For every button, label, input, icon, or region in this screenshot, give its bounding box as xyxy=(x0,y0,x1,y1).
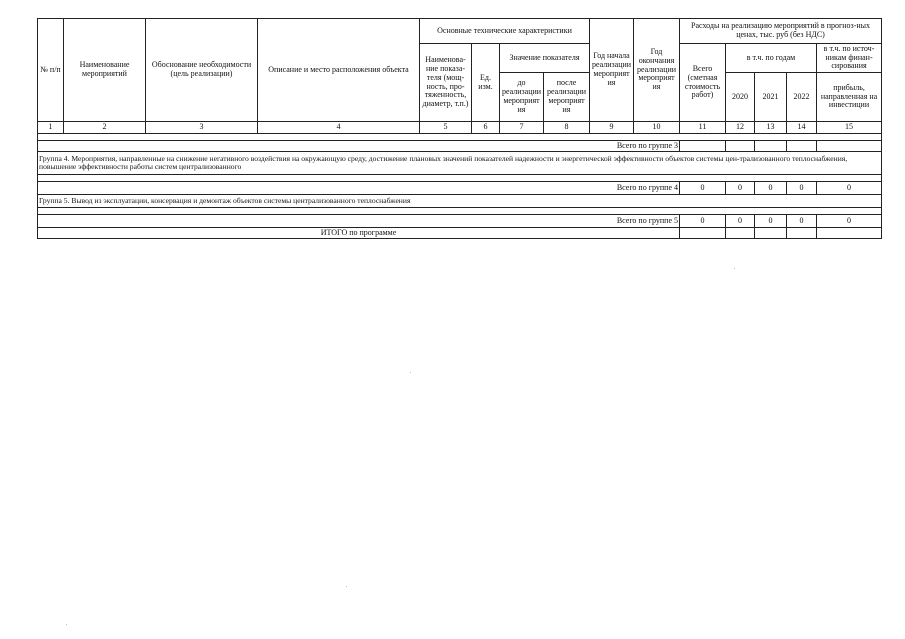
column-number-row xyxy=(38,122,882,134)
total-group4-value-total: 0 xyxy=(680,182,726,195)
total-cell xyxy=(755,141,787,152)
header-value-before: до реализации мероприят ия xyxy=(500,73,544,122)
group5-title-row xyxy=(38,195,882,208)
header-col-name: Наименование мероприятий xyxy=(64,19,146,122)
header-cost-group: Расходы на реализацию мероприятий в прогноз-ных ценах, тыс. руб (без НДС) xyxy=(680,19,882,44)
header-year-2020: 2020 xyxy=(726,73,755,122)
total-group3-label: Всего по группе 3 xyxy=(38,141,680,152)
header-year-2021: 2021 xyxy=(755,73,787,122)
column-number: 9 xyxy=(590,122,634,134)
total-cell xyxy=(726,141,755,152)
header-tech-unit: Ед. изм. xyxy=(472,44,500,122)
header-source-profit: прибыль, направленная на инвестиции xyxy=(817,73,882,122)
investment-program-table xyxy=(37,18,882,239)
total-cell xyxy=(787,141,817,152)
column-number: 13 xyxy=(755,122,787,134)
scan-speck xyxy=(410,372,411,373)
total-group5-value-profit: 0 xyxy=(817,215,882,228)
grand-total-cell xyxy=(817,228,882,239)
column-number: 10 xyxy=(634,122,680,134)
header-tech-group: Основные технические характеристики xyxy=(420,19,590,44)
blank-row xyxy=(38,175,882,182)
total-group3-row xyxy=(38,141,882,152)
total-cell xyxy=(680,141,726,152)
blank-cell xyxy=(38,134,882,141)
column-number: 7 xyxy=(500,122,544,134)
column-number: 2 xyxy=(64,122,146,134)
header-col-justification: Обоснование необходимости (цель реализации) xyxy=(146,19,258,122)
column-number: 8 xyxy=(544,122,590,134)
header-col-description: Описание и место расположения объекта xyxy=(258,19,420,122)
group4-title-row xyxy=(38,152,882,175)
total-group4-value-2022: 0 xyxy=(787,182,817,195)
scan-speck xyxy=(66,624,67,625)
column-number: 5 xyxy=(420,122,472,134)
total-group5-label: Всего по группе 5 xyxy=(38,215,680,228)
total-group5-row xyxy=(38,215,882,228)
total-group5-value-2020: 0 xyxy=(726,215,755,228)
header-source-group: в т.ч. по источ-никам финан-сирования xyxy=(817,44,882,73)
header-cost-total: Всего (сметная стоимость работ) xyxy=(680,44,726,122)
blank-row xyxy=(38,208,882,215)
header-year-2022: 2022 xyxy=(787,73,817,122)
column-number: 6 xyxy=(472,122,500,134)
header-row-1 xyxy=(38,19,882,44)
total-group4-value-2020: 0 xyxy=(726,182,755,195)
column-number: 15 xyxy=(817,122,882,134)
column-number: 12 xyxy=(726,122,755,134)
total-group4-label: Всего по группе 4 xyxy=(38,182,680,195)
total-cell xyxy=(817,141,882,152)
grand-total-cell xyxy=(726,228,755,239)
header-col-number: № п/п xyxy=(38,19,64,122)
total-group5-value-2021: 0 xyxy=(755,215,787,228)
grand-total-row xyxy=(38,228,882,239)
total-group4-value-profit: 0 xyxy=(817,182,882,195)
total-group4-value-2021: 0 xyxy=(755,182,787,195)
column-number: 1 xyxy=(38,122,64,134)
grand-total-cell xyxy=(680,228,726,239)
grand-total-cell xyxy=(787,228,817,239)
header-value-after: после реализации мероприят ия xyxy=(544,73,590,122)
column-number: 14 xyxy=(787,122,817,134)
blank-cell xyxy=(38,175,882,182)
scan-speck xyxy=(734,268,735,269)
scan-speck xyxy=(346,586,347,587)
total-group5-value-2022: 0 xyxy=(787,215,817,228)
group5-title: Группа 5. Вывод из эксплуатации, консервация и демонтаж объектов системы централизованного теплоснабжения xyxy=(38,195,882,208)
header-tech-name: Наименова-ние показа-теля (мощ-ность, про-тяженность, диаметр, т.п.) xyxy=(420,44,472,122)
header-value-group: Значение показателя xyxy=(500,44,590,73)
blank-row xyxy=(38,134,882,141)
column-number: 3 xyxy=(146,122,258,134)
header-year-start: Год начала реализации мероприят ия xyxy=(590,19,634,122)
grand-total-cell xyxy=(755,228,787,239)
blank-cell xyxy=(38,208,882,215)
column-number: 11 xyxy=(680,122,726,134)
total-group4-row xyxy=(38,182,882,195)
group4-title: Группа 4. Мероприятия, направленные на снижение негативного воздействия на окружающую среду, достижение плановых значений показателей надежности и энергетической эффективности объектов системы цен-трализованного теплоснабжения, повышение эффективности работы систем централизованного xyxy=(38,152,882,175)
header-cost-years-group: в т.ч. по годам xyxy=(726,44,817,73)
grand-total-label: ИТОГО по программе xyxy=(38,228,680,239)
header-year-end: Год окончания реализации мероприят ия xyxy=(634,19,680,122)
column-number: 4 xyxy=(258,122,420,134)
total-group5-value-total: 0 xyxy=(680,215,726,228)
